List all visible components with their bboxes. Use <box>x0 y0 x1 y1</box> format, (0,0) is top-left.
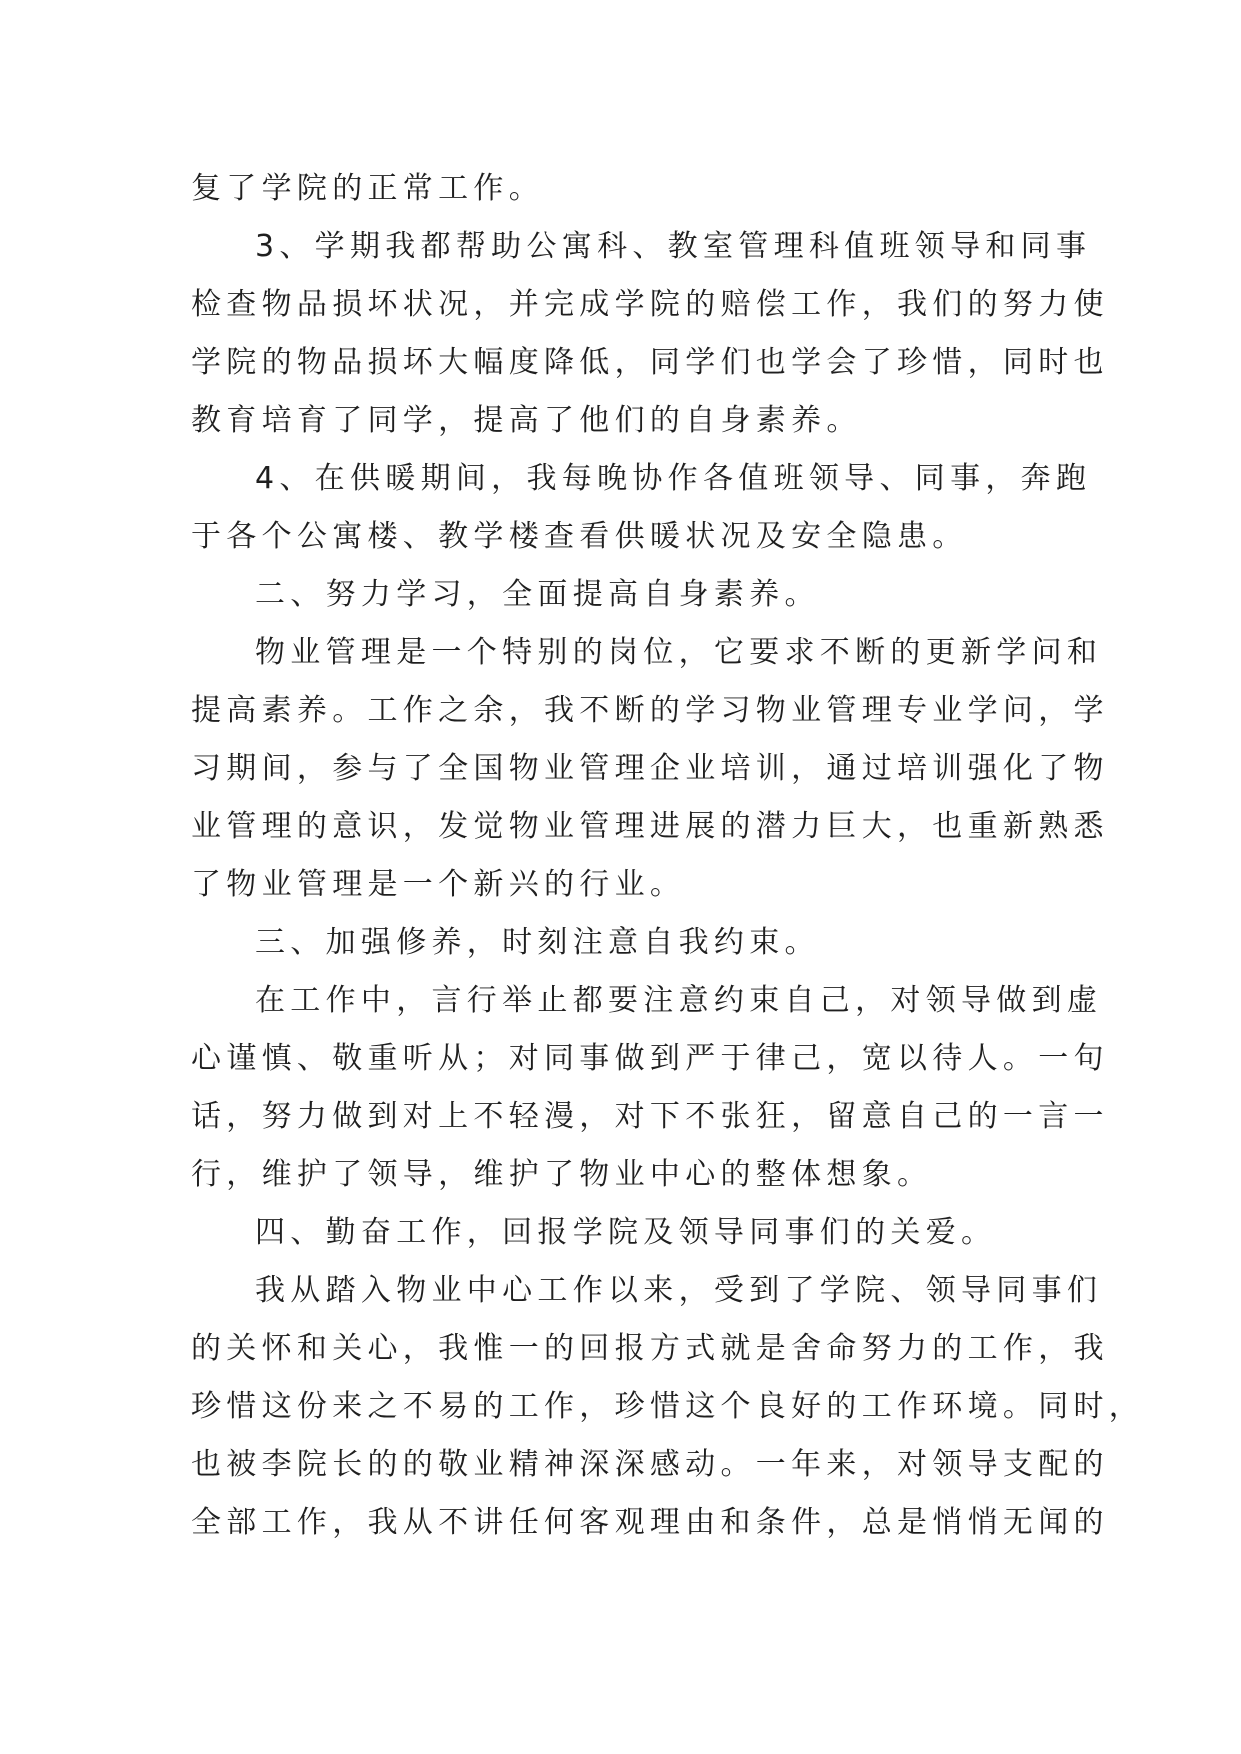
text-line: 我从踏入物业中心工作以来，受到了学院、领导同事们 <box>255 1273 1103 1308</box>
text-line: 心谨慎、敬重听从；对同事做到严于律己，宽以待人。一句 <box>191 1041 1109 1076</box>
text-line: 话，努力做到对上不轻漫，对下不张狂，留意自己的一言一 <box>191 1099 1109 1134</box>
section-heading: 二、努力学习，全面提高自身素养。 <box>255 577 820 612</box>
text-line: 也被李院长的的敬业精神深深感动。一年来，对领导支配的 <box>191 1447 1109 1482</box>
text-line: 行，维护了领导，维护了物业中心的整体想象。 <box>191 1157 933 1192</box>
text-line: 提高素养。工作之余，我不断的学习物业管理专业学问，学 <box>191 693 1109 728</box>
section-heading: 三、加强修养，时刻注意自我约束。 <box>255 925 820 960</box>
text-line: 检查物品损坏状况，并完成学院的赔偿工作，我们的努力使 <box>191 287 1109 322</box>
text-line: 3、学期我都帮助公寓科、教室管理科值班领导和同事 <box>255 229 1092 264</box>
text-line: 的关怀和关心，我惟一的回报方式就是舍命努力的工作，我 <box>191 1331 1109 1366</box>
text-line: 4、在供暖期间，我每晚协作各值班领导、同事，奔跑 <box>255 461 1092 496</box>
text-line: 于各个公寓楼、教学楼查看供暖状况及安全隐患。 <box>191 519 968 554</box>
text-line: 物业管理是一个特别的岗位，它要求不断的更新学问和 <box>255 635 1103 670</box>
text-line: 学院的物品损坏大幅度降低，同学们也学会了珍惜，同时也 <box>191 345 1109 380</box>
section-heading: 四、勤奋工作，回报学院及领导同事们的关爱。 <box>255 1215 997 1250</box>
document-body <box>191 160 1145 1552</box>
text-line: 在工作中，言行举止都要注意约束自己，对领导做到虚 <box>255 983 1103 1018</box>
text-line: 珍惜这份来之不易的工作，珍惜这个良好的工作环境。同时， <box>191 1389 1145 1424</box>
text-line: 习期间，参与了全国物业管理企业培训，通过培训强化了物 <box>191 751 1109 786</box>
text-line: 业管理的意识，发觉物业管理进展的潜力巨大，也重新熟悉 <box>191 809 1109 844</box>
text-line: 教育培育了同学，提高了他们的自身素养。 <box>191 403 862 438</box>
text-line: 了物业管理是一个新兴的行业。 <box>191 867 686 902</box>
text-line: 复了学院的正常工作。 <box>191 171 544 206</box>
text-line: 全部工作，我从不讲任何客观理由和条件，总是悄悄无闻的 <box>191 1505 1109 1540</box>
